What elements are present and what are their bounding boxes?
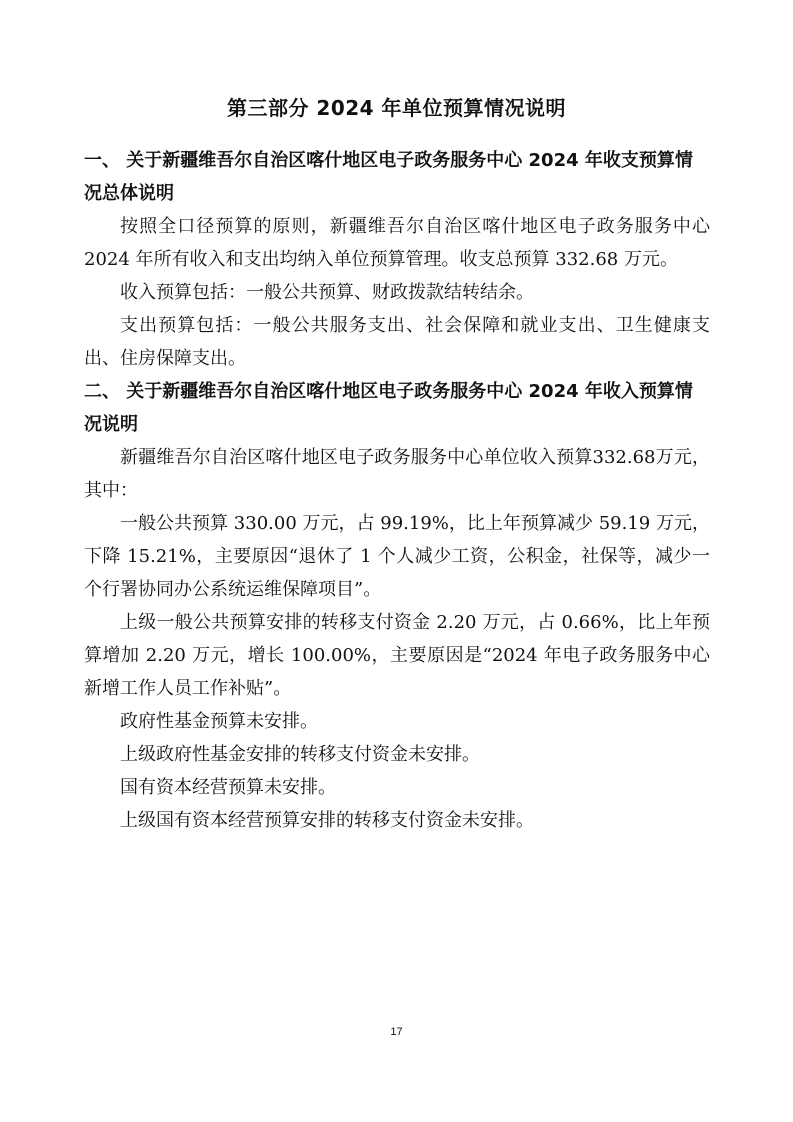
page-title: 第三部分 2024 年单位预算情况说明	[226, 96, 567, 120]
section-2-paragraph-3: 上级一般公共预算安排的转移支付资金 2.20 万元，占 0.66%，比上年预算增加 2.20 万元，增长 100.00%，主要原因是“2024 年电子政务服务中心新增工作人员工作补贴”。	[84, 612, 710, 699]
section-2-paragraph-2: 一般公共预算 330.00 万元，占 99.19%，比上年预算减少 59.19 万元，下降 15.21%，主要原因“退休了 1 个人减少工资，公积金，社保等，减少一个行署协同办公系统运维保障项目”。	[84, 513, 710, 600]
section-1-heading: 一、 关于新疆维吾尔自治区喀什地区电子政务服务中心 2024 年收支预算情况总体说明	[84, 150, 693, 204]
section-1-paragraph-3: 支出预算包括：一般公共服务支出、社会保障和就业支出、卫生健康支出、住房保障支出。	[84, 315, 710, 369]
document-body	[84, 144, 710, 837]
section-2-heading: 二、 关于新疆维吾尔自治区喀什地区电子政务服务中心 2024 年收入预算情况说明	[84, 381, 693, 435]
section-2-paragraph-1: 新疆维吾尔自治区喀什地区电子政务服务中心单位收入预算332.68万元，其中：	[84, 447, 710, 501]
page-number: 17	[390, 1026, 403, 1038]
section-2-paragraph-4: 政府性基金预算未安排。	[120, 711, 318, 732]
section-1-paragraph-2: 收入预算包括：一般公共预算、财政拨款结转结余。	[120, 282, 534, 303]
section-2-paragraph-5: 上级政府性基金安排的转移支付资金未安排。	[120, 744, 480, 765]
section-2-paragraph-7: 上级国有资本经营预算安排的转移支付资金未安排。	[120, 810, 534, 831]
section-2-paragraph-6: 国有资本经营预算未安排。	[120, 777, 336, 798]
section-1-paragraph-1: 按照全口径预算的原则，新疆维吾尔自治区喀什地区电子政务服务中心 2024 年所有收入和支出均纳入单位预算管理。收支总预算 332.68 万元。	[84, 216, 710, 270]
